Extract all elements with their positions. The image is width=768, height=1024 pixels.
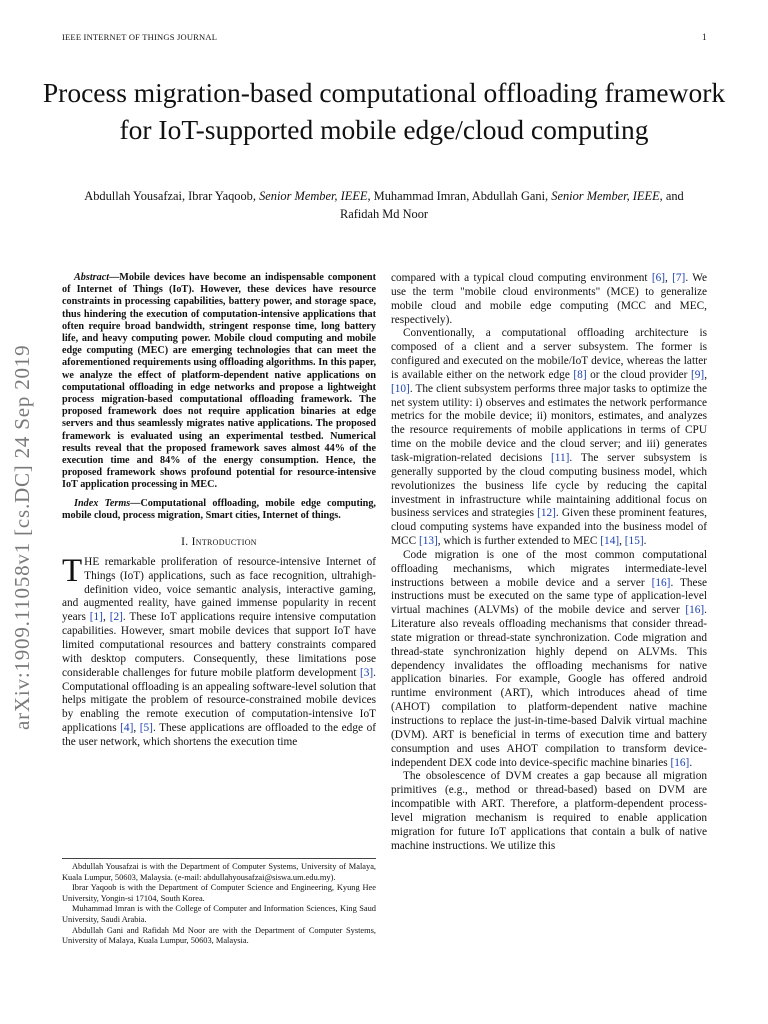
footnote: Ibrar Yaqoob is with the Department of Computer Science and Engineering, Kyung Hee University, Yongin-si 17104, South Korea.	[62, 883, 376, 903]
text-run: ,	[665, 272, 673, 284]
section-number: I.	[181, 536, 192, 549]
text-run: ,	[704, 368, 708, 381]
citation-link[interactable]: [8]	[573, 368, 587, 381]
abstract-label: Abstract	[74, 272, 110, 283]
text-run: compared with a typical cloud computing environment	[391, 272, 652, 284]
text-run: . These IoT applications require intensive computation capabilities. However, smart mobile devices that support IoT have limited computational resources and battery constraints compared with desktop computers. Consequently, these limitations pose considerable challenges for future mobile platform development	[62, 611, 376, 679]
text-run: or the cloud provider	[586, 368, 691, 381]
index-terms-label: Index Terms	[74, 497, 131, 509]
text-run: .	[643, 535, 647, 548]
text-run: . The server subsystem is generally supported by the cloud computing business model, which revolutionizes the business life cycle by reducing the capital investment in infrastructure while maintaining additional focus on business services and strategies	[391, 451, 707, 520]
text-run: . The client subsystem performs three major tasks to optimize the net system utility: i) observes and estimates the network performance metrics for the mobile device; ii) monitors, estimates, and analyzes the resource requirements of mobile applications in terms of CPU time on the mobile device and the cloud server; and iii) generates task-migration-related decisions	[391, 382, 707, 464]
paper-title: Process migration-based computational offloading framework for IoT-supported mobile edge/cloud computing	[42, 77, 726, 145]
author-role-1: Senior Member, IEEE,	[259, 189, 371, 203]
author-footnotes	[62, 858, 376, 947]
citation-link[interactable]: [13]	[418, 535, 438, 548]
citation-link[interactable]: [5]	[139, 722, 153, 735]
author-names-1: Abdullah Yousafzai, Ibrar Yaqoob,	[84, 189, 260, 203]
text-run: . Literature also reveals offloading mechanisms that consider thread-state migration or thread-state synchronization. Code migration and thread-state synchronization highly depend on ALVMs. This dependency invalidates the offloading mechanisms for native application binaries. For example, Google has offered android runtime environment (ART), which introduces ahead of time (AHOT) compilation to platform-dependent native machine instructions to replace the just-in-time-based Dalvik virtual machine (DVM). ART is beneficial in terms of execution time and battery consumption and uses AHOT compilation to transform device-independent DEX code into device-specific machine binaries	[391, 604, 707, 769]
text-run: ,	[133, 722, 140, 735]
section-heading-introduction	[62, 536, 376, 550]
body-paragraph	[391, 549, 707, 771]
citation-link[interactable]: [15]	[624, 535, 644, 548]
body-paragraph: The obsolescence of DVM creates a gap because all migration primitives (e.g., method or thread-based) based on DVM are incompatible with ART. Therefore, a platform-dependent process-level migration mechanism is required to enable application migration for future IoT applications that contain a bulk of native machine instructions. We utilize this	[391, 770, 707, 852]
citation-link[interactable]: [9]	[691, 368, 705, 381]
body-paragraph	[391, 272, 707, 327]
footnote: Abdullah Yousafzai is with the Department of Computer Systems, University of Malaya, Kuala Lumpur, 50603, Malaysia. (e-mail: abdullahyousafzai@siswa.um.edu.my).	[62, 862, 376, 882]
text-run: . These instructions must be executed on the same type of application-level virtual machines (ALVMs) of the mobile device and server	[391, 576, 707, 617]
citation-link[interactable]: [2]	[109, 611, 123, 624]
citation-link[interactable]: [7]	[672, 272, 686, 284]
text-run: .	[689, 756, 693, 769]
citation-link[interactable]: [16]	[685, 604, 705, 617]
author-role-2: Senior Member, IEEE,	[551, 189, 663, 203]
arxiv-stamp: arXiv:1909.11058v1 [cs.DC] 24 Sep 2019	[10, 344, 34, 730]
text-run: . Given these prominent features, cloud computing systems have expanded into the business model of MCC	[391, 507, 707, 548]
drop-cap: T	[62, 552, 83, 589]
citation-link[interactable]: [16]	[651, 576, 671, 589]
abstract	[62, 272, 376, 492]
author-list	[80, 188, 688, 223]
citation-link[interactable]: [11]	[551, 451, 570, 464]
citation-link[interactable]: [6]	[651, 272, 666, 284]
intro-paragraph	[62, 552, 376, 750]
text-run: . Computational offloading is an appealing software-level solution that helps mitigate the problem of resource-constrained mobile devices by enabling the remote execution of computation-intensive IoT applications	[62, 666, 376, 735]
citation-link[interactable]: [16]	[670, 756, 690, 769]
text-run: ,	[102, 611, 110, 624]
running-header: IEEE INTERNET OF THINGS JOURNAL	[62, 32, 218, 42]
footnote: Muhammad Imran is with the College of Computer and Information Sciences, King Saud University, Saudi Arabia.	[62, 904, 376, 924]
text-run: . We use the term "mobile cloud environments" (MCE) to generalize mobile cloud and mobile edge computing (MCC and MEC, respectively).	[391, 272, 707, 326]
text-run: HE remarkable proliferation of resource-intensive Internet of Things (IoT) applications, such as face recognition, ultrahigh-definition video, voice semantic analysis, interactive gaming, and augmented reality, have gained immense popularity in recent years	[62, 555, 376, 624]
author-names-3: and Rafidah Md Noor	[339, 189, 684, 221]
right-column	[391, 272, 707, 853]
citation-link[interactable]: [4]	[120, 722, 134, 735]
citation-link[interactable]: [1]	[89, 611, 103, 624]
left-column	[62, 272, 376, 750]
citation-link[interactable]: [10]	[391, 382, 410, 395]
section-title: Introduction	[191, 536, 257, 549]
author-names-2: Muhammad Imran, Abdullah Gani,	[370, 189, 552, 203]
page-number: 1	[702, 32, 707, 42]
citation-link[interactable]: [12]	[537, 507, 556, 520]
text-run: , which is further extended to MEC	[437, 535, 601, 548]
citation-link[interactable]: [3]	[359, 666, 374, 679]
text-run: Conventionally, a computational offloading architecture is composed of a client and a server subsystem. The former is configured and executed on the mobile/IoT device, whereas the latter is available either on the network edge	[391, 327, 707, 381]
abstract-text: —Mobile devices have become an indispensable component of Internet of Things (IoT). However, these devices have resource constraints in processing capabilities, battery power, and storage space, thus hindering the execution of computation-intensive applications that often require broad bandwidth, stringent response time, long battery life, and heavy computing power. Mobile cloud computing and mobile edge computing (MEC) are emerging technologies that can meet the aforementioned requirements using offloading algorithms. In this paper, we analyze the effect of platform-dependent native applications on computational offloading in edge networks and propose a lightweight process migration-based computational offloading framework. The proposed framework does not require application binaries at edge servers and thus seamlessly migrates native applications. The proposed framework is evaluated using an experimental testbed. Numerical results reveal that the proposed framework saves almost 44% of the execution time and 84% of the energy consumption. Hence, the proposed framework shows profound potential for resource-intensive IoT application processing in MEC.	[62, 272, 376, 491]
index-terms-text: —Computational offloading, mobile edge computing, mobile cloud, process migration, Smart cities, Internet of things.	[62, 497, 376, 521]
text-run: . These applications are offloaded to the edge of the user network, which shortens the execution time	[62, 722, 376, 748]
citation-link[interactable]: [14]	[600, 535, 620, 548]
footnote: Abdullah Gani and Rafidah Md Noor are with the Department of Computer Systems, University of Malaya, Kuala Lumpur, 50603, Malaysia.	[62, 925, 376, 946]
text-run: ,	[619, 535, 625, 548]
index-terms	[62, 498, 376, 522]
body-paragraph	[391, 327, 707, 549]
text-run: Code migration is one of the most common computational offloading mechanisms, which migrates intermediate-level instructions between a mobile device and a server	[391, 548, 707, 589]
